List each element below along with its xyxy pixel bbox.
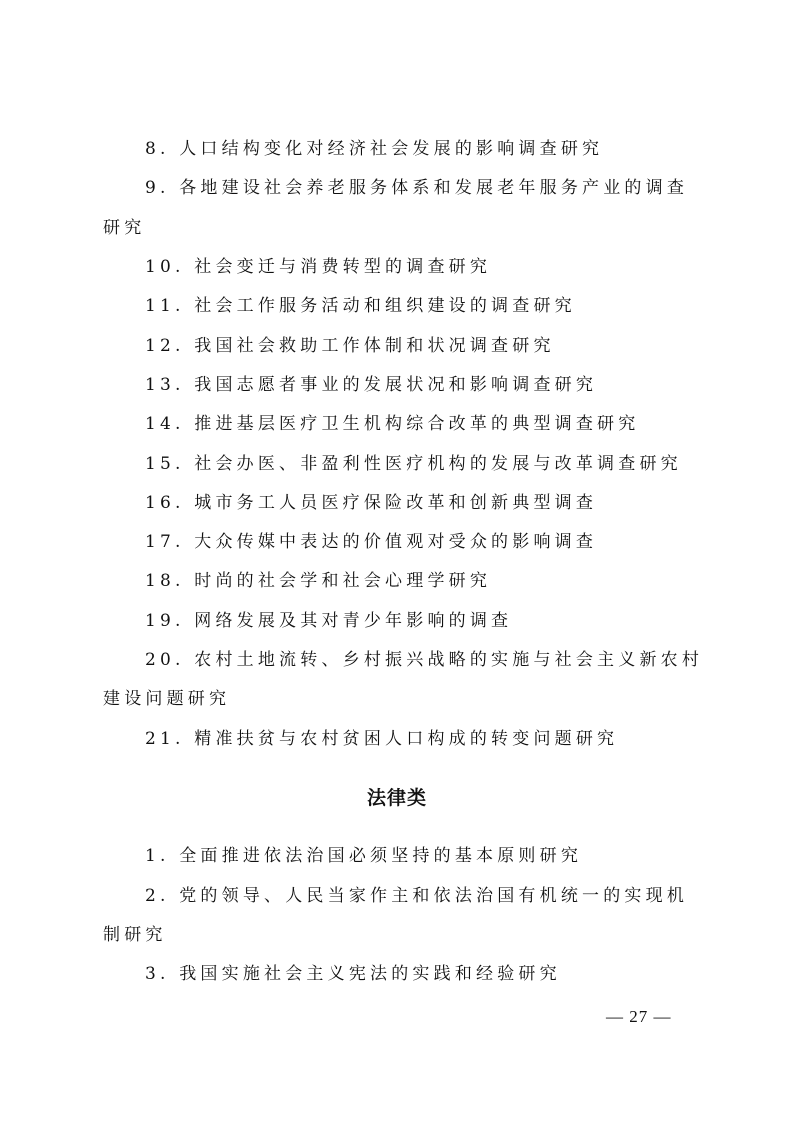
list-item: 11. 社会工作服务活动和组织建设的调查研究 (145, 296, 576, 316)
list-item: 20. 农村土地流转、乡村振兴战略的实施与社会主义新农村 (145, 650, 704, 670)
list-item-continuation: 研究 (103, 218, 146, 238)
list-item: 2. 党的领导、人民当家作主和依法治国有机统一的实现机 (145, 886, 689, 906)
list-item: 14. 推进基层医疗卫生机构综合改革的典型调查研究 (145, 414, 640, 434)
list-item: 10. 社会变迁与消费转型的调查研究 (145, 257, 492, 277)
list-item-continuation: 建设问题研究 (103, 689, 231, 709)
list-item: 19. 网络发展及其对青少年影响的调查 (145, 611, 513, 631)
list-item: 1. 全面推进依法治国必须坚持的基本原则研究 (145, 846, 583, 866)
section-heading-law: 法律类 (366, 787, 427, 809)
list-item: 16. 城市务工人员医疗保险改革和创新典型调查 (145, 493, 598, 513)
list-item: 9. 各地建设社会养老服务体系和发展老年服务产业的调查 (145, 178, 689, 198)
list-item: 18. 时尚的社会学和社会心理学研究 (145, 571, 492, 591)
list-item: 15. 社会办医、非盈利性医疗机构的发展与改革调查研究 (145, 454, 682, 474)
list-item-continuation: 制研究 (103, 925, 167, 945)
list-item: 8. 人口结构变化对经济社会发展的影响调查研究 (145, 139, 604, 159)
list-item: 17. 大众传媒中表达的价值观对受众的影响调查 (145, 532, 598, 552)
page-number: — 27 — (606, 1007, 672, 1026)
list-item: 12. 我国社会救助工作体制和状况调查研究 (145, 336, 555, 356)
list-item: 3. 我国实施社会主义宪法的实践和经验研究 (145, 964, 561, 984)
list-item: 21. 精准扶贫与农村贫困人口构成的转变问题研究 (145, 729, 619, 749)
list-item: 13. 我国志愿者事业的发展状况和影响调查研究 (145, 375, 598, 395)
